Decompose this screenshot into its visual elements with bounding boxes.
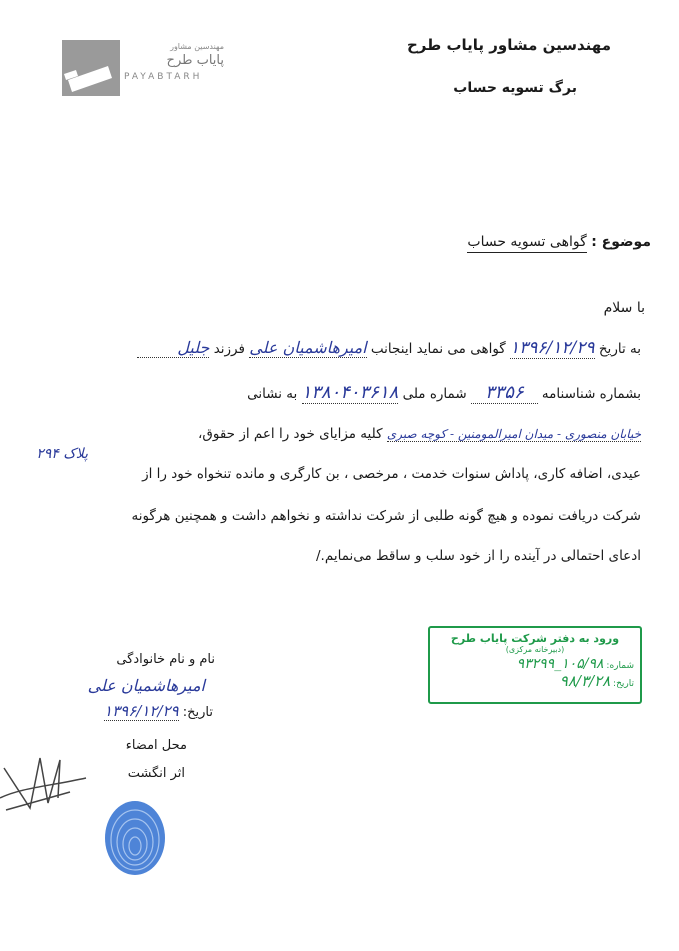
- line4-plate: پلاک ۲۹۴: [36, 446, 88, 462]
- line1-name: امیرهاشمیان علی: [249, 338, 367, 357]
- thumbprint-icon: [100, 798, 170, 878]
- company-name: مهندسین مشاور پایاب طرح: [406, 36, 611, 54]
- logo-mark-icon: [62, 40, 120, 96]
- line3-text: کلیه مزایای خود را اعم از حقوق،: [198, 426, 383, 442]
- line2-post: به نشانی: [247, 386, 298, 402]
- receipt-stamp: [428, 626, 642, 704]
- signature-scribble-icon: [0, 748, 90, 818]
- stamp-date-value: ۹۸/۳/۲۸: [559, 672, 611, 690]
- stamp-date-label: تاریخ:: [613, 679, 634, 689]
- thumb-label: اثر انگشت: [127, 766, 185, 781]
- sig-date-value: ۱۳۹۶/۱۲/۲۹: [104, 702, 179, 720]
- line2-id: ۳۳۵۶: [471, 382, 538, 404]
- sign-label: محل امضاء: [125, 738, 187, 753]
- body-line-4: [142, 466, 641, 482]
- subject-value: گواهی تسویه حساب: [467, 234, 586, 253]
- body-line-1: [137, 338, 641, 358]
- line1-father: جلیل: [137, 338, 209, 358]
- logo-fa-small: مهندسین مشاور: [170, 42, 224, 51]
- stamp-number-row: [430, 656, 634, 672]
- name-label: نام و نام خانوادگی: [116, 652, 215, 667]
- stamp-number-label: شماره:: [606, 661, 634, 671]
- line2-national: ۱۳۸۰۴۰۳۶۱۸: [301, 382, 399, 403]
- line1-mid: گواهی می نماید اینجانب: [370, 341, 506, 357]
- line5-text: شرکت دریافت نموده و هیچ گونه طلبی از شرکت نداشته و نخواهم داشت و همچنین هرگونه: [131, 508, 641, 524]
- sig-date-label: تاریخ:: [182, 705, 213, 720]
- body-line-6: [316, 548, 641, 564]
- line1-son: فرزند: [213, 341, 245, 357]
- line1-pre: به تاریخ: [598, 341, 641, 357]
- stamp-title: ورود به دفتر شرکت پایاب طرح: [450, 632, 620, 645]
- logo-text-block: [124, 42, 224, 82]
- line1-date: ۱۳۹۶/۱۲/۲۹: [510, 338, 595, 358]
- greeting: با سلام: [603, 300, 645, 316]
- stamp-sub: (دبیرخانه مرکزی): [505, 645, 565, 654]
- stamp-date-row: [430, 672, 634, 690]
- body-line-2: [247, 382, 641, 403]
- line2-pre: بشماره شناسنامه: [541, 386, 641, 402]
- date-row: [104, 702, 213, 720]
- body-line-3: [198, 426, 641, 442]
- line6-text: ادعای احتمالی در آینده را از خود سلب و ساقط می‌نمایم./: [316, 548, 641, 564]
- name-value: امیرهاشمیان علی: [87, 676, 205, 695]
- logo-en: PAYABTARH: [124, 72, 203, 82]
- company-logo: [62, 40, 120, 96]
- subject-label: موضوع :: [591, 234, 651, 250]
- subject-row: [467, 234, 651, 250]
- stamp-number-value: ۱۰۵/۹۸_۹۳۲۹۹: [516, 656, 604, 672]
- body-line-5: [131, 508, 641, 524]
- form-title: برگ تسویه حساب: [453, 80, 577, 96]
- line2-mid: شماره ملی: [402, 386, 467, 402]
- line4-text: عیدی، اضافه کاری، پاداش سنوات خدمت ، مرخصی ، بن کارگری و مانده تنخواه خود را از: [142, 466, 641, 482]
- logo-fa: پایاب طرح: [166, 53, 224, 68]
- line3-address: خیابان منصوری - میدان امیرالمومنین - کوچه صبری: [386, 427, 641, 441]
